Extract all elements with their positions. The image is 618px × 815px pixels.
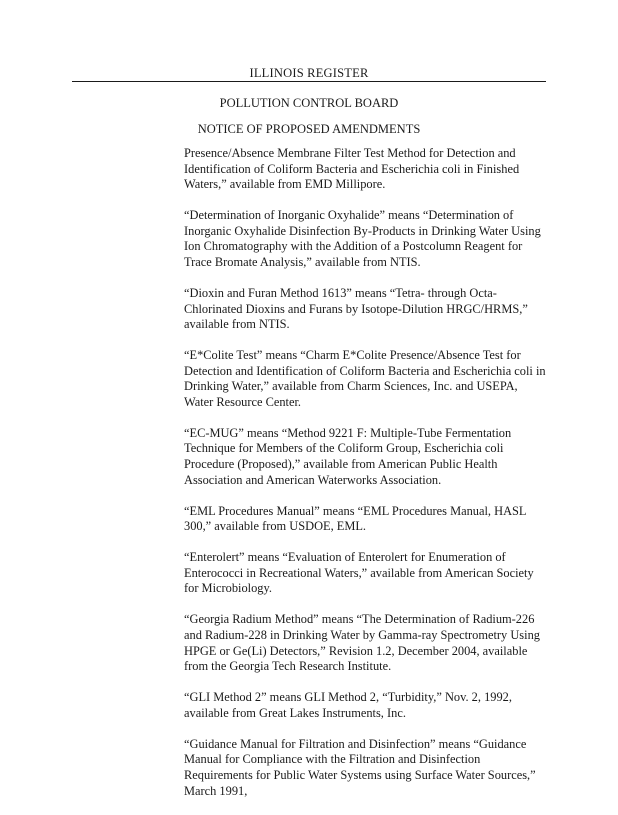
definition-paragraph: Presence/Absence Membrane Filter Test Method for Detection and Identification of Coliform Bacteria and Escherichia coli in Finished Waters,” available from EMD Millipore. [184, 146, 520, 192]
definition-paragraph: “Enterolert” means “Evaluation of Enterolert for Enumeration of Enterococci in Recreational Waters,” available from American Society for Microbiology. [184, 550, 534, 596]
definition-paragraph: “Georgia Radium Method” means “The Determination of Radium-226 and Radium-228 in Drinking Water by Gamma-ray Spectrometry Using HPGE or Ge(Li) Detectors,” Revision 1.2, December 2004, available from the Georgia Tech Research Institute. [184, 612, 540, 674]
definition-paragraph: “EC-MUG” means “Method 9221 F: Multiple-Tube Fermentation Technique for Members of the Coliform Group, Escherichia coli Procedure (Proposed),” available from American Public Health Association and American Waterworks Association. [184, 425, 512, 487]
notice-heading: NOTICE OF PROPOSED AMENDMENTS [197, 122, 421, 136]
register-header: ILLINOIS REGISTER [249, 66, 369, 80]
board-heading: POLLUTION CONTROL BOARD [219, 96, 399, 110]
definition-paragraph: “GLI Method 2” means GLI Method 2, “Turbidity,” Nov. 2, 1992, available from Great Lakes Instruments, Inc. [184, 690, 512, 720]
definitions-body [184, 146, 546, 815]
header-divider [72, 81, 546, 82]
definition-paragraph: “Determination of Inorganic Oxyhalide” means “Determination of Inorganic Oxyhalide Disinfection By-Products in Drinking Water Using Ion Chromatography with the Addition of a Postcolumn Reagent for Trace Bromate Analysis,” available from NTIS. [184, 208, 541, 269]
definition-paragraph: “Dioxin and Furan Method 1613” means “Tetra- through Octa-Chlorinated Dioxins and Furans by Isotope-Dilution HRGC/HRMS,” available from NTIS. [184, 285, 528, 332]
definition-paragraph: “E*Colite Test” means “Charm E*Colite Presence/Absence Test for Detection and Identification of Coliform Bacteria and Escherichia coli in Drinking Water,” available from Charm Sciences, Inc. and USEPA, Water Resource Center. [184, 348, 546, 409]
definition-paragraph: “EML Procedures Manual” means “EML Procedures Manual, HASL 300,” available from USDOE, EML. [184, 503, 527, 534]
definition-paragraph: “Guidance Manual for Filtration and Disinfection” means “Guidance Manual for Compliance with the Filtration and Disinfection Requirements for Public Water Systems using Surface Water Sources,” March 1991, [184, 736, 536, 798]
